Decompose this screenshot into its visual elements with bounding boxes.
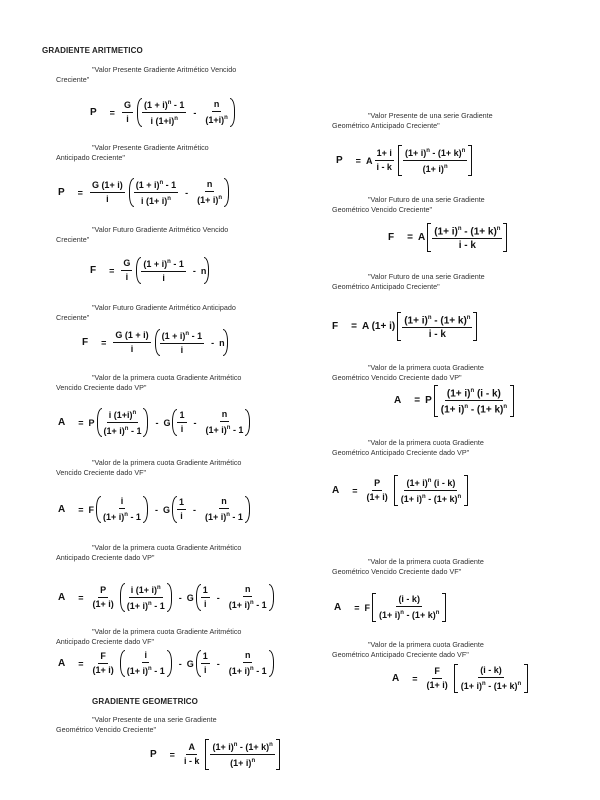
caption-a-geom-anticipado-vp: "Valor de la primera cuota Gradiente Geométrico Anticipado Creciente dado VP": [332, 438, 484, 457]
formula-a-geom-vencido-vp: A = P $(1+ i)^n$ (i - k) $(1+ i)^n - (1+ k)^n$: [394, 386, 516, 416]
formula-a-geom-anticipado-vp: A = $\frac{P}{(1+ i)}$ $(1+ i)^n$ (i - k) $(1+ i)^n - (1+ k)^n$: [332, 476, 470, 505]
caption-a-arit-vencido-vp: "Valor de la primera cuota Gradiente Aritmético Vencido Creciente dado VP": [56, 373, 242, 392]
heading-gradiente-geometrico: GRADIENTE GEOMETRICO: [92, 697, 199, 706]
formula-vf-arit-vencido: F = $\frac{G}{i}$ $(1 + i)^n - 1$ i - n: [90, 257, 211, 284]
caption-a-arit-anticipado-vf: "Valor de la primera cuota Gradiente Aritmético Anticipado Creciente dado VF": [56, 627, 242, 646]
formula-a-geom-vencido-vf: A = F (i - k) $(1+ i)^n - (1+ k)^n$: [334, 594, 448, 621]
formula-vf-geom-vencido: F = A $(1+ i)^n - (1+ k)^n$ i - k: [388, 224, 509, 251]
heading-gradiente-aritmetico: GRADIENTE ARITMETICO: [42, 46, 143, 55]
formula-a-geom-anticipado-vf: A = $\frac{F}{(1+ i)}$ (i - k) $(1+ i)^n - (1+ k)^n$: [392, 665, 530, 692]
formula-a-arit-anticipado-vp: A = $\frac{P}{(1+ i)}$ i $(1+ i)^n$ $(1+ i)^n - 1$ - G 1 i - n $(1+ i)^n - 1$: [58, 583, 276, 612]
formula-a-arit-vencido-vp: A = P i $(1+i)^n$ $(1+ i)^n - 1$ - G 1 i - n $(1+ i)^n - 1$: [58, 408, 252, 437]
formula-vf-arit-anticipado: F = $\frac{G (1 + i)}{i}$ $(1 + i)^n - 1$ i - n: [82, 329, 230, 356]
caption-vp-arit-vencido: "Valor Presente Gradiente Aritmético Vencido Creciente": [56, 65, 237, 84]
caption-a-geom-vencido-vp: "Valor de la primera cuota Gradiente Geométrico Vencido Creciente dado VP": [332, 363, 484, 382]
caption-vp-arit-anticipado: "Valor Presente Gradiente Aritmético Anticipado Creciente": [56, 143, 209, 162]
caption-vp-geom-vencido: "Valor Presente de una serie Gradiente Geométrico Vencido Creciente": [56, 715, 217, 734]
formula-a-arit-vencido-vf: A = F i $(1+ i)^n - 1$ - G 1 i - n $(1+ i)^n - 1$: [58, 496, 252, 523]
caption-a-geom-vencido-vf: "Valor de la primera cuota Gradiente Geométrico Vencido Creciente dado VF": [332, 557, 484, 576]
caption-a-arit-vencido-vf: "Valor de la primera cuota Gradiente Aritmético Vencido Creciente dado VF": [56, 458, 242, 477]
formula-vp-geom-anticipado: P = A 1+ i i - k $(1+ i)^n - (1+ k)^n$ $(1+ i)^n$: [336, 146, 474, 175]
formula-vp-arit-vencido: P = $\frac{G}{i}$ $(1 + i)^n - 1$ i $(1+i)^n$ - n $(1+i)^n$: [90, 98, 237, 127]
caption-a-geom-anticipado-vf: "Valor de la primera cuota Gradiente Geométrico Anticipado Creciente dado VF": [332, 640, 484, 659]
formula-vp-arit-anticipado: P = $\frac{G (1+ i)}{i}$ $(1 + i)^n - 1$ i $(1+ i)^n$ - n $(1+ i)^n$: [58, 178, 231, 207]
caption-vf-geom-anticipado: "Valor Futuro de una serie Gradiente Geométrico Anticipado Creciente": [332, 272, 485, 291]
caption-vf-arit-vencido: "Valor Futuro Gradiente Aritmético Vencido Creciente": [56, 225, 229, 244]
caption-vf-arit-anticipado: "Valor Futuro Gradiente Aritmético Anticipado Creciente": [56, 303, 236, 322]
formula-a-arit-anticipado-vf: A = $\frac{F}{(1+ i)}$ i $(1+ i)^n - 1$ - G 1 i - n $(1+ i)^n - 1$: [58, 650, 276, 677]
caption-a-arit-anticipado-vp: "Valor de la primera cuota Gradiente Aritmético Anticipado Creciente dado VP": [56, 543, 242, 562]
caption-vp-geom-anticipado: "Valor Presente de una serie Gradiente Geométrico Anticipado Creciente": [332, 111, 493, 130]
formula-vp-geom-vencido: P = $\frac{A}{i - k}$ $(1+ i)^n - (1+ k)^n$ $(1+ i)^n$: [150, 740, 282, 769]
caption-vf-geom-vencido: "Valor Futuro de una serie Gradiente Geométrico Vencido Creciente": [332, 195, 485, 214]
formula-vf-geom-anticipado: F = A (1+ i) $(1+ i)^n - (1+ k)^n$ i - k: [332, 313, 479, 340]
